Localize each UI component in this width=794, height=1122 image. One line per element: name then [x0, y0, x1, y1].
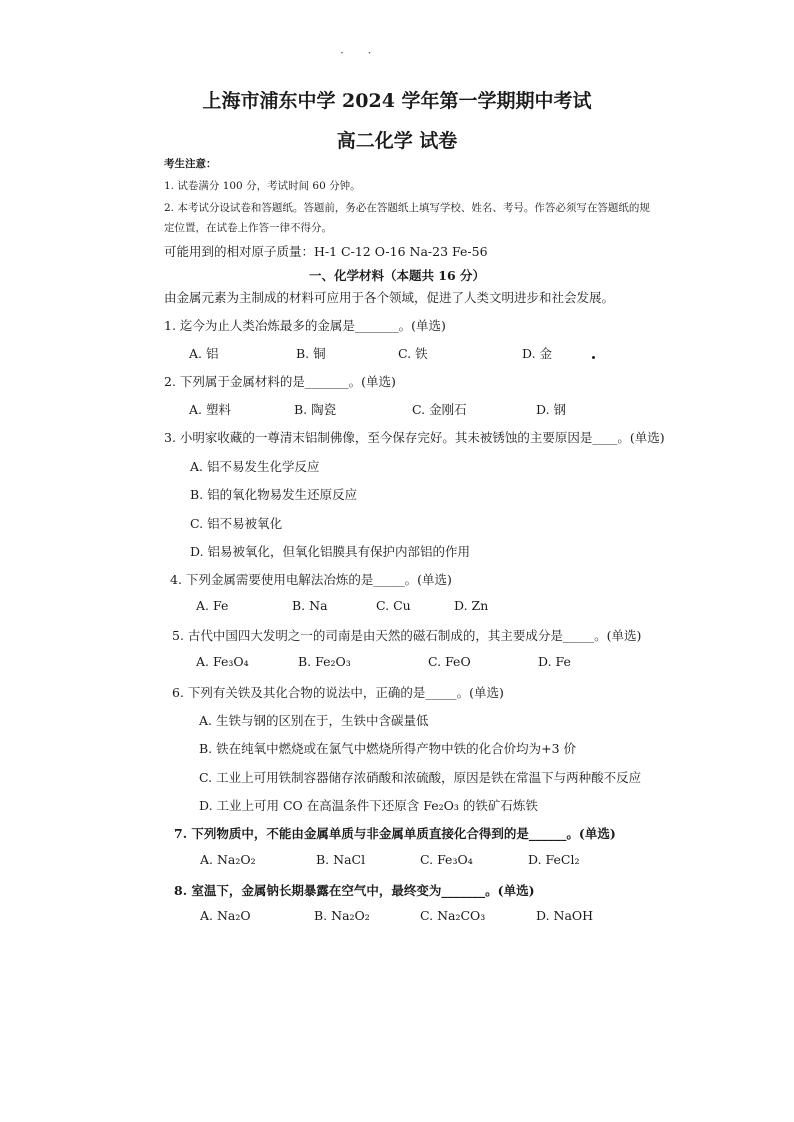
question-8-option-c: C. Na₂CO₃ — [420, 908, 486, 923]
notice-item-2-line-1: 2. 本考试分设试卷和答题纸。答题前，务必在答题纸上填写学校、姓名、考号。作答必须写在答题纸的规 — [164, 202, 650, 214]
question-6-option-c: C. 工业上可用铁制容器储存浓硝酸和浓硫酸，原因是铁在常温下与两种酸不反应 — [199, 770, 642, 785]
notice-item-1: 1. 试卷满分 100 分，考试时间 60 分钟。 — [164, 180, 361, 192]
question-2-option-c: C. 金刚石 — [412, 402, 467, 417]
question-1-option-a: A. 铝 — [189, 346, 219, 361]
question-8-option-a: A. Na₂O — [200, 908, 251, 923]
atomic-masses: 可能用到的相对原子质量：H-1 C-12 O-16 Na-23 Fe-56 — [164, 244, 488, 259]
question-3-option-a: A. 铝不易发生化学反应 — [190, 459, 320, 474]
question-1-option-b: B. 铜 — [296, 346, 326, 361]
question-8-option-d: D. NaOH — [536, 908, 594, 923]
section-title: 一、化学材料（本题共 16 分） — [308, 268, 486, 283]
question-2-stem: 2. 下列属于金属材料的是_______。(单选) — [164, 374, 396, 389]
question-5-option-b: B. Fe₂O₃ — [298, 654, 351, 669]
notice-item-2-line-2: 定位置，在试卷上作答一律不得分。 — [164, 222, 332, 234]
question-3-option-c: C. 铝不易被氧化 — [190, 516, 283, 531]
question-4-option-d: D. Zn — [454, 598, 489, 613]
scan-speck — [592, 356, 595, 359]
exam-subtitle: 高二化学 试卷 — [336, 130, 458, 152]
question-8-stem: 8. 室温下，金属钠长期暴露在空气中，最终变为_______。(单选) — [174, 883, 535, 898]
question-2-option-b: B. 陶瓷 — [294, 402, 337, 417]
scan-dots: · · — [340, 46, 382, 60]
question-1-option-c: C. 铁 — [398, 346, 428, 361]
question-6-stem: 6. 下列有关铁及其化合物的说法中，正确的是_____。(单选) — [172, 685, 504, 700]
question-6-option-d: D. 工业上可用 CO 在高温条件下还原含 Fe₂O₃ 的铁矿石炼铁 — [199, 798, 538, 813]
question-7-stem: 7. 下列物质中，不能由金属单质与非金属单质直接化合得到的是______。(单选) — [174, 826, 616, 841]
question-1-option-d: D. 金 — [522, 346, 553, 361]
question-4-option-c: C. Cu — [376, 598, 411, 613]
question-3-option-d: D. 铝易被氧化，但氧化铝膜具有保护内部铝的作用 — [190, 544, 471, 559]
question-5-option-a: A. Fe₃O₄ — [196, 654, 249, 669]
question-1-stem: 1. 迄今为止人类冶炼最多的金属是_______。(单选) — [164, 318, 446, 333]
question-3-option-b: B. 铝的氧化物易发生还原反应 — [190, 487, 358, 502]
question-4-stem: 4. 下列金属需要使用电解法冶炼的是_____。(单选) — [170, 572, 452, 587]
question-5-option-d: D. Fe — [538, 654, 571, 669]
exam-title: 上海市浦东中学 2024 学年第一学期期中考试 — [202, 90, 592, 112]
question-4-option-b: B. Na — [292, 598, 328, 613]
question-5-stem: 5. 古代中国四大发明之一的司南是由天然的磁石制成的，其主要成分是_____。(单选) — [172, 628, 642, 643]
question-2-option-d: D. 钢 — [536, 402, 567, 417]
question-4-option-a: A. Fe — [196, 598, 229, 613]
section-intro: 由金属元素为主制成的材料可应用于各个领域，促进了人类文明进步和社会发展。 — [164, 290, 615, 305]
question-3-stem: 3. 小明家收藏的一尊清末铝制佛像，至今保存完好。其未被锈蚀的主要原因是____。(单选) — [164, 430, 665, 445]
question-7-option-d: D. FeCl₂ — [528, 852, 580, 867]
question-7-option-b: B. NaCl — [316, 852, 366, 867]
question-8-option-b: B. Na₂O₂ — [314, 908, 370, 923]
notice-heading: 考生注意： — [164, 158, 217, 170]
question-2-option-a: A. 塑料 — [189, 402, 231, 417]
question-7-option-a: A. Na₂O₂ — [200, 852, 256, 867]
question-6-option-a: A. 生铁与钢的区别在于，生铁中含碳量低 — [199, 713, 429, 728]
question-5-option-c: C. FeO — [428, 654, 471, 669]
question-6-option-b: B. 铁在纯氧中燃烧或在氯气中燃烧所得产物中铁的化合价均为+3 价 — [199, 741, 577, 756]
question-7-option-c: C. Fe₃O₄ — [420, 852, 473, 867]
